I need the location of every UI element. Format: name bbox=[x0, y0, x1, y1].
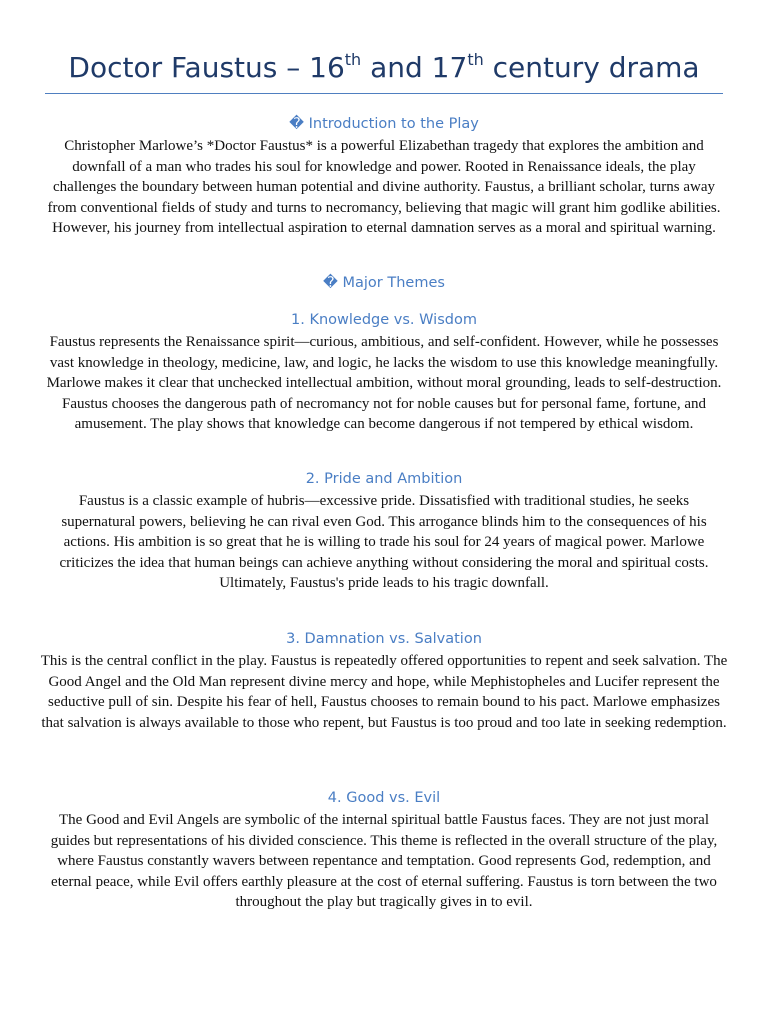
theme-heading-good-evil: 4. Good vs. Evil bbox=[327, 790, 441, 806]
title-superscript-1: th bbox=[344, 50, 362, 69]
theme-heading-damnation-salvation: 3. Damnation vs. Salvation bbox=[286, 631, 482, 647]
theme-body-damnation-salvation: This is the central conflict in the play. Faustus is repeatedly offered opportunities to repent and seek salvation. The Good Angel and the Old Man represent divine mercy and hope, while Mephistopheles and Lucifer represent the seductive pull of sin. Despite his fear of hell, Faustus chooses to remain bound to his pact. Marlowe emphasizes that salvation is always available to those who repent, but Faustus is too proud and too late in seeking redemption. bbox=[40, 653, 728, 731]
page-title bbox=[0, 46, 768, 90]
theme-heading-knowledge-wisdom: 1. Knowledge vs. Wisdom bbox=[291, 312, 477, 328]
section-body-introduction: Christopher Marlowe’s *Doctor Faustus* is a powerful Elizabethan tragedy that explores the ambition and downfall of a man who trades his soul for knowledge and power. Rooted in Renaissance ideals, the play challenges the boundary between human potential and divine authority. Faustus, a brilliant scholar, turns away from conventional fields of study and turns to necromancy, believing that magic will grant him godlike abilities. However, his journey from intellectual aspiration to eternal damnation serves as a moral and spiritual warning. bbox=[47, 138, 721, 236]
title-text-2: and 17 bbox=[361, 51, 468, 84]
theme-body-pride-ambition: Faustus is a classic example of hubris—excessive pride. Dissatisfied with traditional studies, he seeks supernatural powers, believing he can rival even God. This arrogance blinds him to the consequences of his actions. His ambition is so great that he is willing to trade his soul for 24 years of magical power. Marlowe criticizes the idea that human beings can achieve anything without considering the moral and spiritual costs. Ultimately, Faustus's pride leads to his tragic downfall. bbox=[59, 493, 709, 591]
section-heading-major-themes: � Major Themes bbox=[323, 275, 445, 291]
title-superscript-2: th bbox=[467, 50, 484, 69]
theme-body-knowledge-wisdom: Faustus represents the Renaissance spirit—curious, ambitious, and self-confident. However, while he possesses vast knowledge in theology, medicine, law, and logic, he lacks the wisdom to use this knowledge meaningfully. Marlowe makes it clear that unchecked intellectual ambition, without moral grounding, leads to self-destruction. Faustus chooses the dangerous path of necromancy not for noble causes but for personal fame, fortune, and amusement. The play shows that knowledge can become dangerous if not tempered by ethical wisdom. bbox=[46, 334, 722, 432]
title-divider bbox=[45, 93, 723, 94]
theme-body-good-evil: The Good and Evil Angels are symbolic of the internal spiritual battle Faustus faces. They are not just moral guides but representations of his divided conscience. This theme is reflected in the overall structure of the play, where Faustus constantly wavers between repentance and temptation. Good represents God, redemption, and eternal peace, while Evil offers earthly pleasure at the cost of eternal suffering. Faustus is torn between the two throughout the play but tragically gives in to evil. bbox=[50, 812, 718, 910]
title-text-1: Doctor Faustus – 16 bbox=[68, 51, 345, 84]
section-heading-introduction: � Introduction to the Play bbox=[289, 116, 479, 132]
theme-heading-pride-ambition: 2. Pride and Ambition bbox=[305, 471, 463, 487]
title-text-3: century drama bbox=[483, 51, 700, 84]
